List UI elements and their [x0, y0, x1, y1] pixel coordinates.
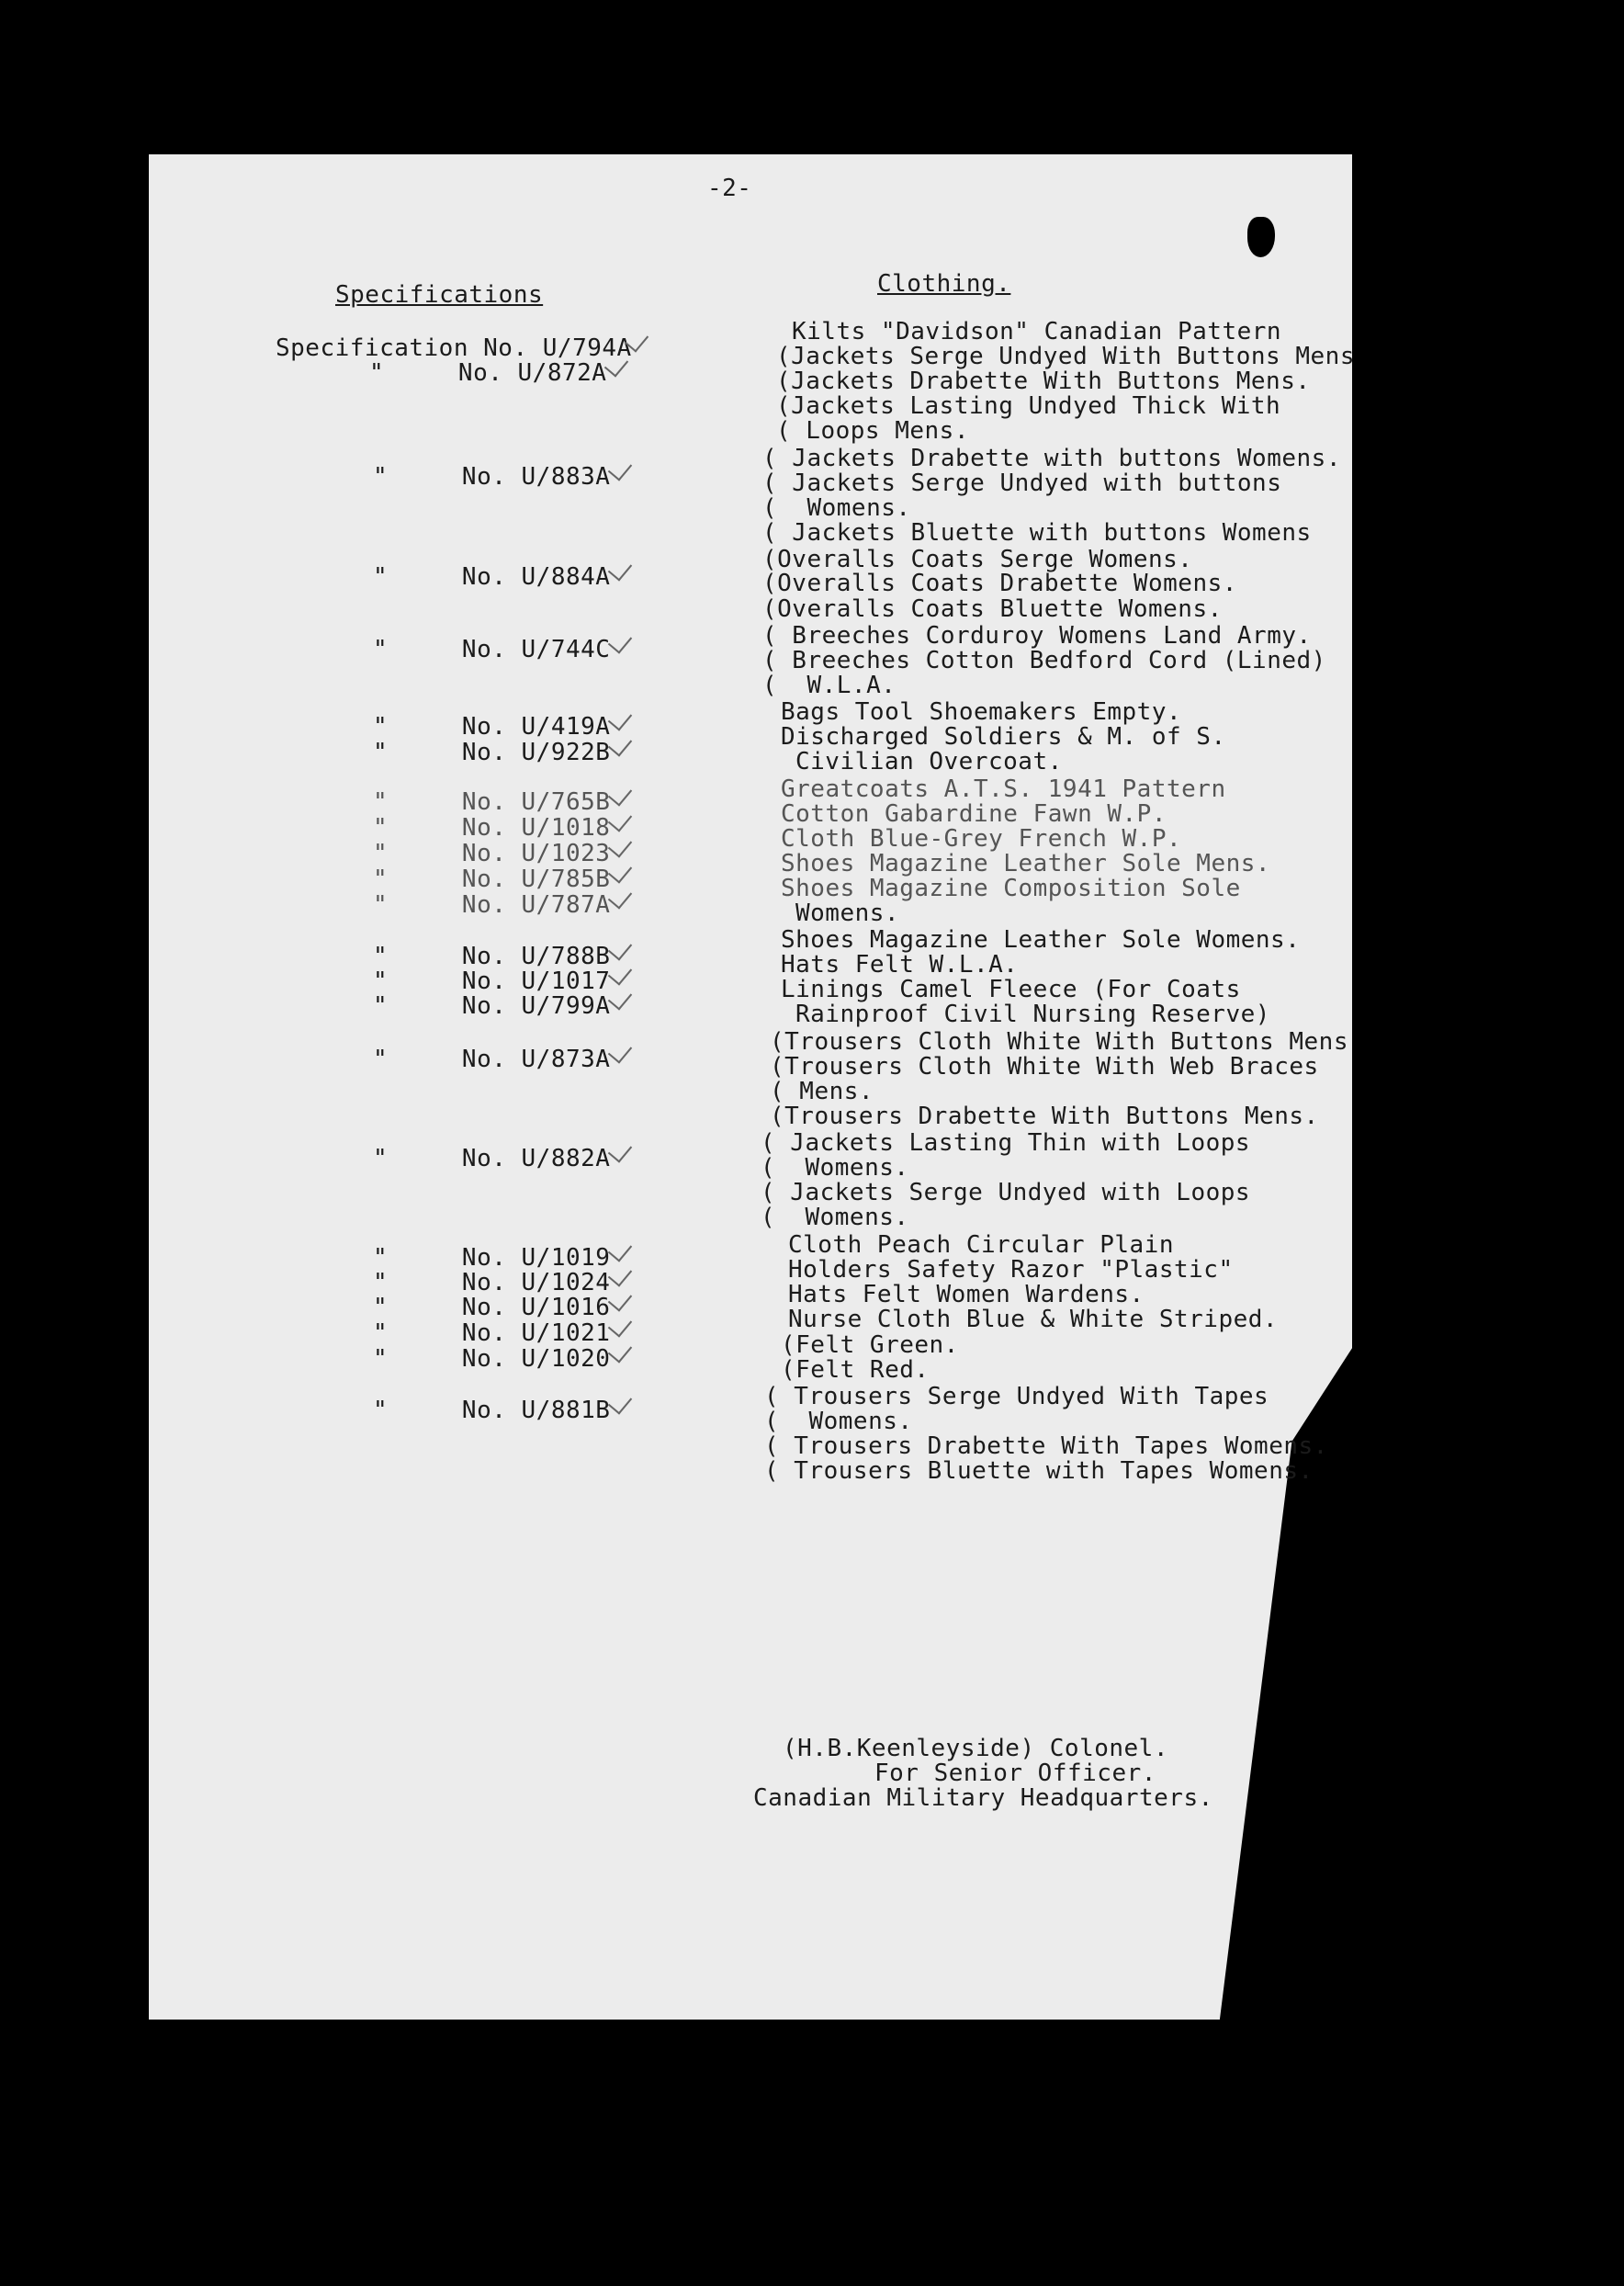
clothing-item-line: (Jackets Lasting Undyed Thick With: [776, 392, 1281, 420]
clothing-item-line: (Overalls Coats Bluette Womens.: [762, 595, 1223, 623]
clothing-item-line: Bags Tool Shoemakers Empty.: [781, 698, 1182, 726]
clothing-item-line: (Jackets Serge Undyed With Buttons Mens: [776, 343, 1355, 370]
specification-number: " No. U/1018: [373, 814, 611, 842]
clothing-item-line: Greatcoats A.T.S. 1941 Pattern: [781, 775, 1226, 803]
clothing-item-line: (Felt Green.: [781, 1331, 959, 1359]
clothing-item-line: Nurse Cloth Blue & White Striped.: [788, 1306, 1279, 1333]
specification-number: " No. U/1023: [373, 840, 611, 867]
clothing-heading: Clothing.: [877, 270, 1011, 298]
clothing-item-line: ( Trousers Drabette With Tapes Womens.: [764, 1432, 1328, 1460]
specification-number: " No. U/1017: [373, 968, 611, 995]
clothing-item-line: Womens.: [795, 900, 900, 927]
clothing-item-line: Civilian Overcoat.: [795, 748, 1063, 775]
specification-number: " No. U/882A: [373, 1145, 611, 1172]
clothing-item-line: ( Mens.: [770, 1078, 874, 1105]
clothing-item-line: Rainproof Civil Nursing Reserve): [795, 1001, 1270, 1028]
clothing-item-line: ( Jackets Drabette with buttons Womens.: [762, 445, 1341, 472]
specification-number: " No. U/787A: [373, 891, 611, 919]
specification-number: " No. U/419A: [373, 713, 611, 741]
signature-name: (H.B.Keenleyside) Colonel.: [783, 1735, 1168, 1762]
specification-number: " No. U/1019: [373, 1244, 611, 1272]
specification-number: " No. U/922B: [373, 739, 611, 766]
clothing-item-line: Hats Felt Women Wardens.: [788, 1281, 1145, 1308]
specification-number: " No. U/799A: [373, 992, 611, 1020]
clothing-item-line: Cotton Gabardine Fawn W.P.: [781, 800, 1167, 828]
specification-number: " No. U/884A: [373, 563, 611, 591]
clothing-item-line: ( Jackets Serge Undyed with buttons: [762, 470, 1282, 497]
clothing-item-line: ( Womens.: [764, 1408, 913, 1435]
clothing-item-line: ( Trousers Serge Undyed With Tapes: [764, 1383, 1269, 1410]
clothing-item-line: ( Breeches Cotton Bedford Cord (Lined): [762, 647, 1326, 674]
clothing-item-line: Shoes Magazine Leather Sole Womens.: [781, 926, 1301, 954]
clothing-item-line: ( Womens.: [762, 494, 911, 522]
clothing-item-line: (Overalls Coats Serge Womens.: [762, 546, 1193, 573]
clothing-item-line: ( Womens.: [761, 1154, 909, 1182]
specification-number: " No. U/1016: [373, 1294, 611, 1321]
clothing-item-line: (Overalls Coats Drabette Womens.: [762, 570, 1237, 597]
clothing-item-line: Holders Safety Razor "Plastic": [788, 1256, 1234, 1284]
specification-number: " No. U/883A: [373, 463, 611, 491]
specification-number: " No. U/1021: [373, 1319, 611, 1347]
clothing-item-line: ( Loops Mens.: [776, 417, 969, 445]
clothing-item-line: (Trousers Cloth White With Buttons Mens: [770, 1028, 1348, 1056]
specification-number: " No. U/873A: [373, 1046, 611, 1073]
clothing-item-line: ( Jackets Lasting Thin with Loops: [761, 1129, 1251, 1157]
clothing-item-line: ( Jackets Serge Undyed with Loops: [761, 1179, 1251, 1206]
signature-title: For Senior Officer.: [874, 1760, 1156, 1787]
clothing-item-line: Cloth Peach Circular Plain: [788, 1231, 1174, 1259]
document-page: [149, 154, 1352, 2020]
clothing-item-line: ( W.L.A.: [762, 672, 897, 699]
specification-number: " No. U/1024: [373, 1269, 611, 1296]
specification-number: " No. U/1020: [373, 1345, 611, 1373]
specification-number: " No. U/872A: [369, 359, 607, 387]
specification-number: " No. U/765B: [373, 788, 611, 816]
clothing-item-line: Kilts "Davidson" Canadian Pattern: [792, 318, 1282, 345]
clothing-item-line: Discharged Soldiers & M. of S.: [781, 723, 1226, 751]
clothing-item-line: Cloth Blue-Grey French W.P.: [781, 825, 1182, 853]
page-number: -2-: [707, 175, 752, 202]
clothing-item-line: (Felt Red.: [781, 1356, 930, 1384]
clothing-item-line: Shoes Magazine Composition Sole: [781, 875, 1241, 902]
specification-number: " No. U/744C: [373, 636, 611, 663]
clothing-item-line: (Trousers Drabette With Buttons Mens.: [770, 1103, 1319, 1130]
clothing-item-line: (Jackets Drabette With Buttons Mens.: [776, 368, 1311, 395]
clothing-item-line: Linings Camel Fleece (For Coats: [781, 976, 1241, 1003]
specification-number: " No. U/785B: [373, 866, 611, 893]
clothing-item-line: ( Breeches Corduroy Womens Land Army.: [762, 622, 1312, 650]
signature-organization: Canadian Military Headquarters.: [753, 1784, 1213, 1812]
specification-number: " No. U/788B: [373, 943, 611, 970]
specifications-heading: Specifications: [335, 281, 544, 309]
clothing-item-line: ( Trousers Bluette with Tapes Womens.: [764, 1457, 1314, 1485]
clothing-item-line: (Trousers Cloth White With Web Braces: [770, 1053, 1319, 1081]
clothing-item-line: Hats Felt W.L.A.: [781, 951, 1019, 979]
clothing-item-line: ( Jackets Bluette with buttons Womens: [762, 519, 1312, 547]
clothing-item-line: ( Womens.: [761, 1204, 909, 1231]
clothing-item-line: Shoes Magazine Leather Sole Mens.: [781, 850, 1271, 877]
specification-number: Specification No. U/794A: [276, 334, 632, 362]
specification-number: " No. U/881B: [373, 1397, 611, 1424]
